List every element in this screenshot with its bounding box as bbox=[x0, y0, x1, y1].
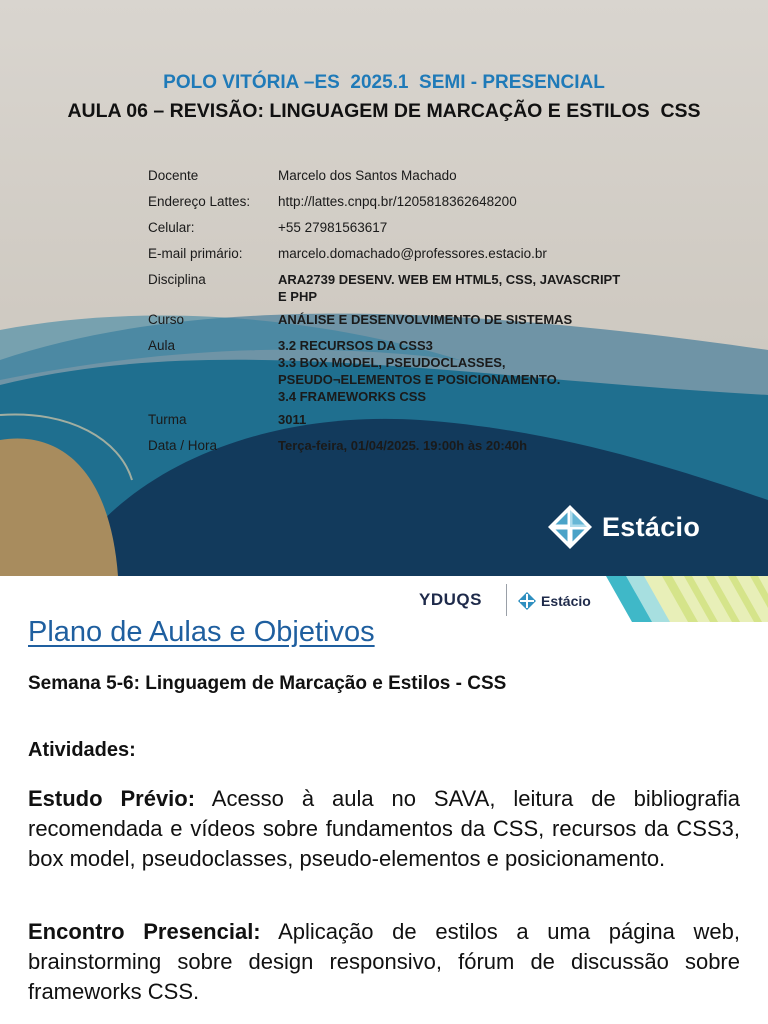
info-label: Disciplina bbox=[148, 272, 206, 287]
estudo-previo-paragraph bbox=[28, 784, 740, 874]
info-value: Marcelo dos Santos Machado bbox=[278, 168, 457, 183]
info-label: Endereço Lattes: bbox=[148, 194, 251, 209]
info-row-celular bbox=[148, 219, 688, 236]
estacio-cube-icon bbox=[546, 503, 594, 551]
info-value-line: E PHP bbox=[278, 289, 318, 304]
encontro-presencial-label: Encontro Presencial: bbox=[28, 919, 261, 944]
course-info-table bbox=[148, 167, 688, 463]
encontro-presencial-paragraph bbox=[28, 917, 740, 1007]
info-value: +55 27981563617 bbox=[278, 220, 388, 235]
info-value-line: 3.3 BOX MODEL, PSEUDOCLASSES, bbox=[278, 355, 506, 370]
info-label: Data / Hora bbox=[148, 438, 218, 453]
info-value-line: 3.4 FRAMEWORKS CSS bbox=[278, 389, 427, 404]
week-heading: Semana 5-6: Linguagem de Marcação e Estilos - CSS bbox=[28, 673, 507, 694]
info-label: Celular: bbox=[148, 220, 195, 235]
campus-heading: POLO VITÓRIA –ES 2025.1 SEMI - PRESENCIAL bbox=[163, 72, 605, 93]
estudo-previo-text: Acesso à aula no SAVA, leitura de bibliografia recomendada e vídeos sobre fundamentos da CSS, recursos da CSS3, box model, pseudoclasses, pseudo-elementos e posicionamento. bbox=[28, 786, 740, 871]
info-label: Aula bbox=[148, 338, 176, 353]
info-row-curso bbox=[148, 311, 688, 328]
estacio-logo-text: Estácio bbox=[602, 511, 701, 542]
info-value bbox=[278, 271, 688, 305]
estacio-small-logo-text: Estácio bbox=[541, 593, 591, 609]
activities-heading: Atividades: bbox=[28, 739, 136, 761]
yduqs-logo: YDUQS bbox=[419, 590, 482, 609]
lattes-link[interactable]: http://lattes.cnpq.br/1205818362648200 bbox=[278, 194, 517, 209]
encontro-presencial-text: Aplicação de estilos a uma página web, brainstorming sobre design responsivo, fórum de discussão sobre frameworks CSS. bbox=[28, 919, 740, 1004]
info-row-email bbox=[148, 245, 688, 262]
decorative-stripes bbox=[606, 576, 768, 622]
info-row-docente bbox=[148, 167, 688, 184]
info-value-line: ARA2739 DESENV. WEB EM HTML5, CSS, JAVASCRIPT bbox=[278, 272, 621, 287]
logo-divider bbox=[506, 584, 507, 616]
estacio-small-logo bbox=[517, 591, 591, 611]
estudo-previo-label: Estudo Prévio: bbox=[28, 786, 196, 811]
info-value bbox=[278, 337, 688, 405]
info-row-disciplina bbox=[148, 271, 688, 305]
info-value-line: PSEUDO¬ELEMENTOS E POSICIONAMENTO. bbox=[278, 372, 561, 387]
plan-slide bbox=[0, 576, 768, 1024]
info-label: E-mail primário: bbox=[148, 246, 243, 261]
info-row-turma bbox=[148, 411, 688, 428]
info-row-aula bbox=[148, 337, 688, 405]
info-value: Terça-feira, 01/04/2025. 19:00h às 20:40h bbox=[278, 438, 528, 453]
info-row-datahora bbox=[148, 437, 688, 454]
info-label: Docente bbox=[148, 168, 199, 183]
info-value-line: 3.2 RECURSOS DA CSS3 bbox=[278, 338, 433, 353]
info-label: Curso bbox=[148, 312, 185, 327]
estacio-logo bbox=[546, 503, 700, 551]
info-value: 3011 bbox=[278, 412, 307, 427]
slide-title: Plano de Aulas e Objetivos bbox=[28, 616, 375, 648]
info-row-lattes bbox=[148, 193, 688, 210]
info-value: ANÁLISE E DESENVOLVIMENTO DE SISTEMAS bbox=[278, 312, 573, 327]
info-label: Turma bbox=[148, 412, 187, 427]
lesson-title: AULA 06 – REVISÃO: LINGUAGEM DE MARCAÇÃO E ESTILOS CSS bbox=[67, 100, 701, 122]
email-link[interactable]: marcelo.domachado@professores.estacio.br bbox=[278, 246, 547, 261]
estacio-cube-icon bbox=[517, 591, 537, 611]
